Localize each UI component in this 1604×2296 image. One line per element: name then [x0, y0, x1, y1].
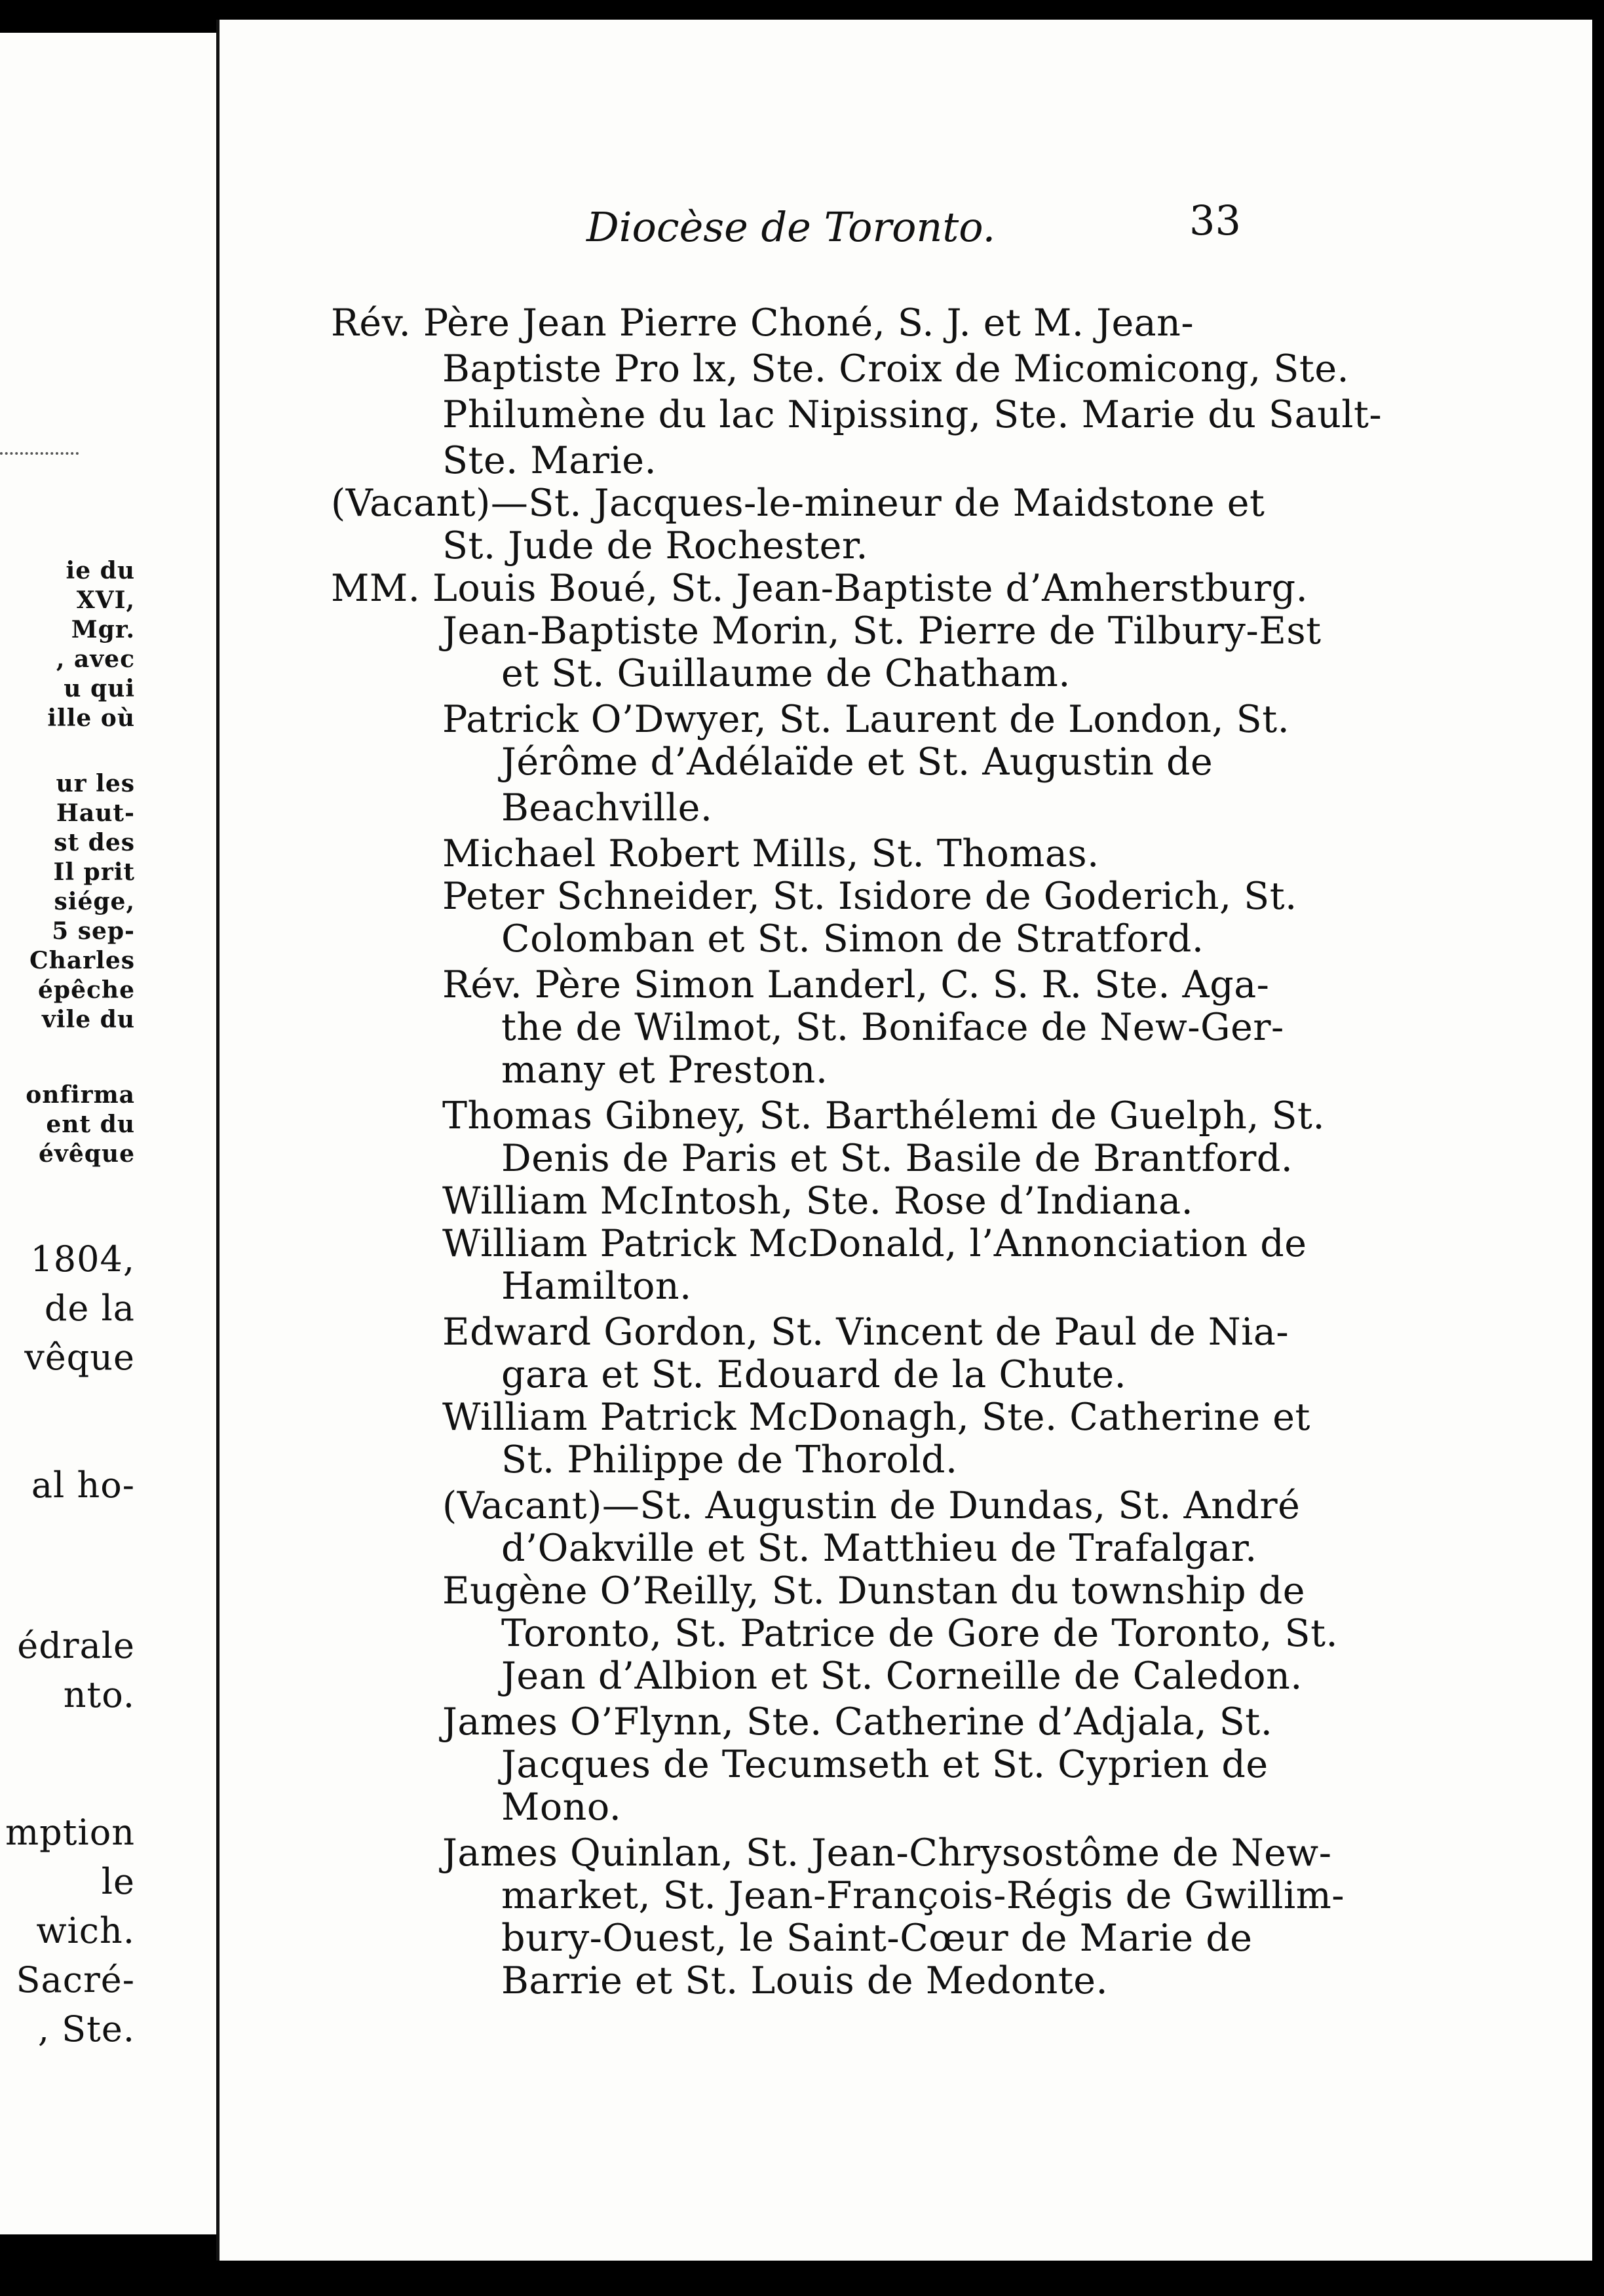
text-line: Jean d’Albion et St. Corneille de Caledon. [501, 1655, 1303, 1698]
running-head: Diocèse de Toronto. [586, 203, 996, 251]
right-page [216, 20, 1592, 2261]
text-line: Mono. [501, 1786, 622, 1829]
text-line: William Patrick McDonald, l’Annonciation de [442, 1222, 1307, 1265]
left-fragment: 1804, [30, 1238, 135, 1280]
left-fragment: al ho- [31, 1464, 135, 1506]
page-number: 33 [1189, 197, 1241, 244]
text-line: bury-Ouest, le Saint-Cœur de Marie de [501, 1917, 1253, 1960]
text-line: Toronto, St. Patrice de Gore de Toronto, St. [501, 1612, 1339, 1655]
text-line: James O’Flynn, Ste. Catherine d’Adjala, St. [442, 1700, 1273, 1744]
text-line: gara et St. Edouard de la Chute. [501, 1353, 1127, 1396]
left-fragment: ille où [47, 704, 135, 732]
left-fragment: onfirma [26, 1081, 135, 1109]
left-fragment: ur les [56, 770, 135, 797]
text-line: Beachville. [501, 786, 713, 830]
text-line: St. Jude de Rochester. [442, 524, 869, 567]
text-line: James Quinlan, St. Jean-Chrysostôme de New- [442, 1831, 1332, 1875]
text-line: William McIntosh, Ste. Rose d’Indiana. [442, 1179, 1194, 1223]
left-fragment: mption [5, 1812, 135, 1853]
text-line: Philumène du lac Nipissing, Ste. Marie du Sault- [442, 393, 1383, 436]
left-fragment: épêche [38, 976, 135, 1004]
left-fragment: st des [54, 829, 135, 856]
left-fragment: siége, [54, 888, 135, 915]
text-line: (Vacant)—St. Augustin de Dundas, St. André [442, 1484, 1301, 1527]
left-page-dotted-rule [0, 452, 79, 455]
left-fragment: édrale [17, 1625, 135, 1666]
text-line: Jacques de Tecumseth et St. Cyprien de [501, 1743, 1269, 1786]
left-fragment: le [101, 1861, 135, 1902]
left-fragment: ent du [46, 1111, 135, 1138]
left-fragment: wich. [36, 1910, 135, 1951]
text-line: Thomas Gibney, St. Barthélemi de Guelph, St. [442, 1094, 1326, 1138]
text-line: Ste. Marie. [442, 439, 657, 482]
text-line: et St. Guillaume de Chatham. [501, 652, 1071, 695]
text-line: Colomban et St. Simon de Stratford. [501, 917, 1204, 961]
text-line: Edward Gordon, St. Vincent de Paul de Nia- [442, 1311, 1289, 1354]
left-page-edge [0, 33, 236, 2234]
text-line: MM. Louis Boué, St. Jean-Baptiste d’Amherstburg. [331, 567, 1308, 610]
text-line: Jean-Baptiste Morin, St. Pierre de Tilbury-Est [442, 609, 1322, 653]
text-line: market, St. Jean-François-Régis de Gwillim- [501, 1874, 1345, 1917]
text-line: d’Oakville et St. Matthieu de Trafalgar. [501, 1527, 1257, 1570]
left-fragment: , Ste. [37, 2008, 135, 2050]
left-fragment: ie du [66, 557, 135, 584]
text-line: Patrick O’Dwyer, St. Laurent de London, St. [442, 698, 1290, 741]
text-line: the de Wilmot, St. Boniface de New-Ger- [501, 1006, 1284, 1049]
left-fragment: 5 sep- [52, 917, 135, 945]
text-line: Denis de Paris et St. Basile de Brantford. [501, 1137, 1293, 1180]
text-line: (Vacant)—St. Jacques-le-mineur de Maidstone et [331, 482, 1265, 525]
text-line: Baptiste Pro lx, Ste. Croix de Micomicong, Ste. [442, 347, 1350, 391]
left-fragment: vile du [41, 1006, 135, 1033]
text-line: St. Philippe de Thorold. [501, 1438, 958, 1482]
text-line: William Patrick McDonagh, Ste. Catherine et [442, 1396, 1310, 1439]
left-fragment: évêque [39, 1140, 135, 1168]
left-fragment: Charles [29, 947, 135, 974]
left-fragment: Mgr. [71, 616, 135, 643]
text-line: Hamilton. [501, 1265, 692, 1308]
text-line: Rév. Père Jean Pierre Choné, S. J. et M. Jean- [331, 301, 1194, 345]
left-fragment: de la [44, 1288, 135, 1329]
left-fragment: Haut- [56, 799, 135, 827]
left-fragment: Sacré- [16, 1959, 135, 2000]
text-line: many et Preston. [501, 1048, 828, 1092]
left-fragment: u qui [64, 675, 135, 702]
text-line: Rév. Père Simon Landerl, C. S. R. Ste. Aga- [442, 963, 1270, 1006]
left-fragment: XVI, [76, 586, 135, 614]
text-line: Jérôme d’Adélaïde et St. Augustin de [501, 740, 1213, 784]
text-line: Eugène O’Reilly, St. Dunstan du township de [442, 1569, 1305, 1613]
text-line: Barrie et St. Louis de Medonte. [501, 1959, 1109, 2002]
left-fragment: vêque [24, 1337, 135, 1378]
left-fragment: Il prit [53, 858, 135, 886]
text-line: Peter Schneider, St. Isidore de Goderich, St. [442, 875, 1297, 918]
left-fragment: nto. [63, 1674, 135, 1715]
left-fragment: , avec [56, 645, 135, 673]
text-line: Michael Robert Mills, St. Thomas. [442, 832, 1099, 875]
